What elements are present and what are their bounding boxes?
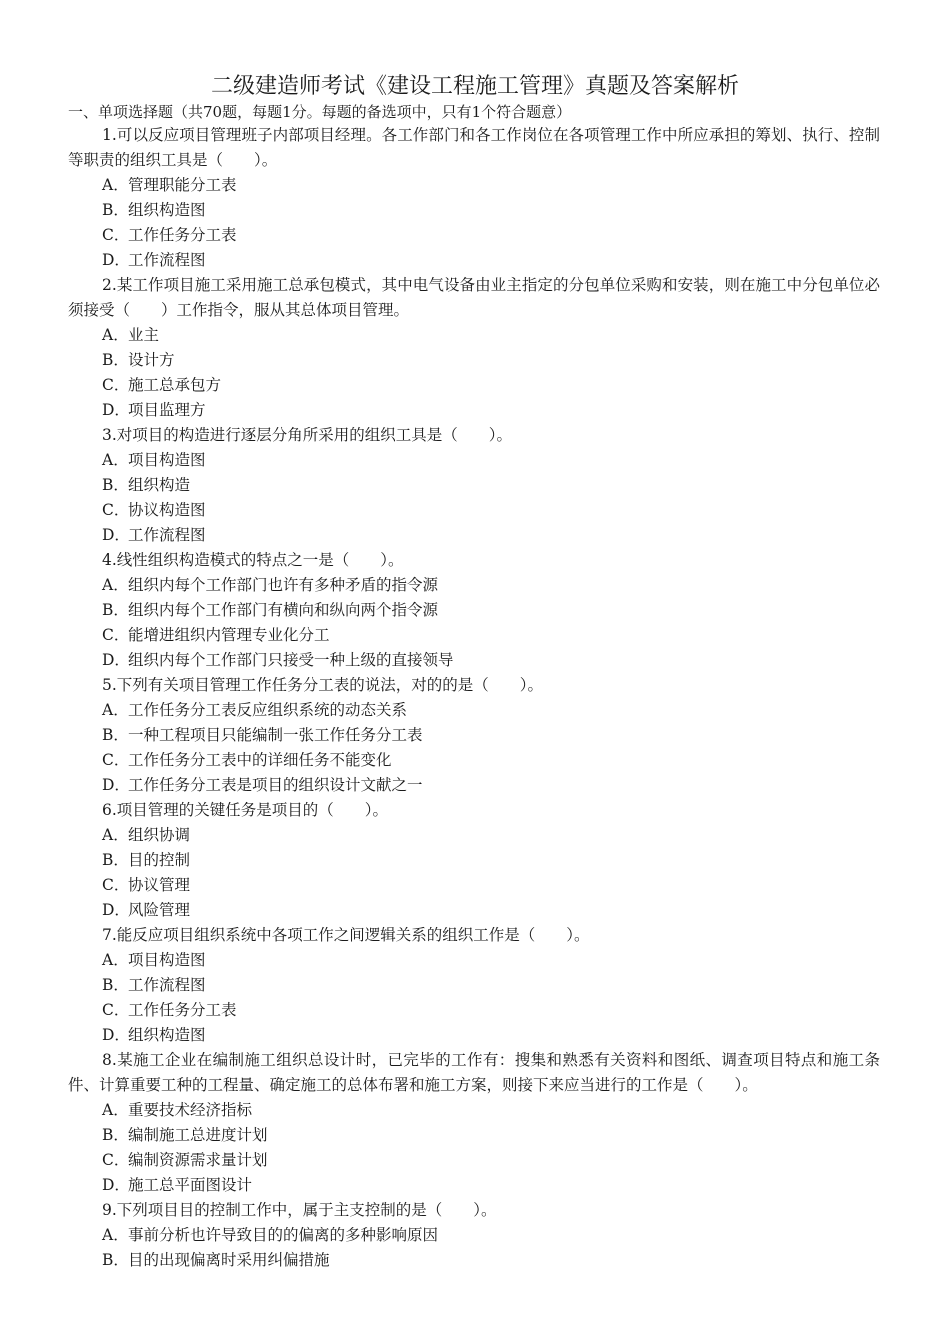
option-c: C．协议管理	[102, 876, 191, 894]
option-a: A．项目构造图	[102, 451, 206, 469]
option-d: D．工作流程图	[102, 526, 206, 544]
option-b: B．组织构造图	[102, 201, 206, 219]
option-c: C．工作任务分工表	[102, 1001, 237, 1019]
option-d: D．工作任务分工表是项目的组织设计文献之一	[102, 776, 423, 794]
option-d: D．工作流程图	[102, 251, 206, 269]
option-d: D．组织内每个工作部门只接受一种上级的直接领导	[102, 651, 454, 669]
option-a: A．组织协调	[102, 826, 191, 844]
option-b: B．一种工程项目只能编制一张工作任务分工表	[102, 726, 423, 744]
question-stem: 2.某工作项目施工采用施工总承包模式，其中电气设备由业主指定的分包单位采购和安装，则在施工中分包单位必须接受（ ）工作指令，服从其总体项目管理。	[68, 276, 880, 319]
question-stem: 1.可以反应项目管理班子内部项目经理。各工作部门和各工作岗位在各项管理工作中所应承担的筹划、执行、控制等职责的组织工具是（ ）。	[68, 126, 880, 169]
option-c: C．协议构造图	[102, 501, 206, 519]
document-title: 二级建造师考试《建设工程施工管理》真题及答案解析	[210, 74, 739, 99]
option-a: A．工作任务分工表反应组织系统的动态关系	[102, 701, 408, 719]
option-d: D．风险管理	[102, 901, 191, 919]
question-stem: 4.线性组织构造模式的特点之一是（ ）。	[102, 551, 404, 569]
option-d: D．施工总平面图设计	[102, 1176, 253, 1194]
option-a: A．项目构造图	[102, 951, 206, 969]
question-stem: 5.下列有关项目管理工作任务分工表的说法，对的的是（ ）。	[102, 676, 544, 694]
section-heading: 一、单项选择题（共70题，每题1分。每题的备选项中，只有1个符合题意）	[68, 103, 572, 121]
option-b: B．组织构造	[102, 476, 191, 494]
option-d: D．项目监理方	[102, 401, 206, 419]
option-b: B．编制施工总进度计划	[102, 1126, 268, 1144]
option-b: B．目的控制	[102, 851, 191, 869]
question-stem: 3.对项目的构造进行逐层分角所采用的组织工具是（ ）。	[102, 426, 513, 444]
option-c: C．编制资源需求量计划	[102, 1151, 268, 1169]
option-b: B．工作流程图	[102, 976, 206, 994]
option-b: B．组织内每个工作部门有横向和纵向两个指令源	[102, 601, 439, 619]
option-b: B．设计方	[102, 351, 175, 369]
question-stem: 6.项目管理的关键任务是项目的（ ）。	[102, 801, 389, 819]
option-c: C．施工总承包方	[102, 376, 222, 394]
option-a: A．重要技术经济指标	[102, 1101, 253, 1119]
option-c: C．能增进组织内管理专业化分工	[102, 626, 330, 644]
option-b: B．目的出现偏离时采用纠偏措施	[102, 1251, 330, 1269]
option-a: A．事前分析也许导致目的的偏离的多种影响原因	[102, 1226, 439, 1244]
question-stem: 9.下列项目目的控制工作中，属于主支控制的是（ ）。	[102, 1201, 497, 1219]
option-c: C．工作任务分工表中的详细任务不能变化	[102, 751, 392, 769]
question-stem: 7.能反应项目组织系统中各项工作之间逻辑关系的组织工作是（ ）。	[102, 926, 590, 944]
question-stem: 8.某施工企业在编制施工组织总设计时，已完毕的工作有：搜集和熟悉有关资料和图纸、调查项目特点和施工条件、计算重要工种的工程量、确定施工的总体布署和施工方案，则接下来应当进行的工作是（ ）。	[68, 1051, 880, 1094]
option-a: A．业主	[102, 326, 160, 344]
option-d: D．组织构造图	[102, 1026, 206, 1044]
option-c: C．工作任务分工表	[102, 226, 237, 244]
option-a: A．组织内每个工作部门也许有多种矛盾的指令源	[102, 576, 439, 594]
option-a: A．管理职能分工表	[102, 176, 237, 194]
